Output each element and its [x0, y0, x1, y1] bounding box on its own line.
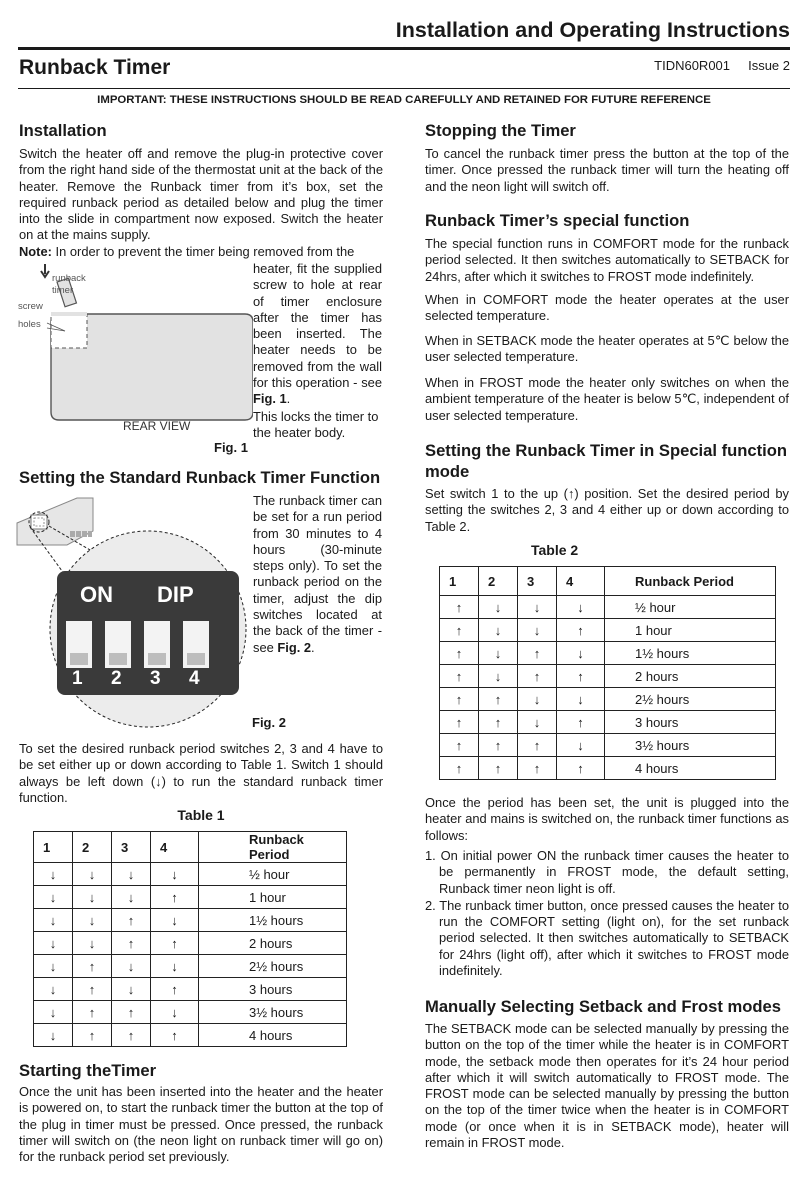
- table2-header-cell: 3: [518, 567, 557, 596]
- starting-paragraph: Once the unit has been inserted into the heater and the heater is powered on, to start the runback timer the button at the top of the plug in timer must be pressed. Once pressed, the runback timer will switch on (the neon light on runback timer will go on) for the runback period set previously.: [19, 1084, 383, 1165]
- table1-row: [34, 978, 347, 1001]
- table2-switch-cell: ↓: [518, 619, 557, 642]
- table1-row: [34, 863, 347, 886]
- table1-switch-cell: ↓: [73, 909, 112, 932]
- table2-header-row: [440, 567, 776, 596]
- table1-switch-cell: ↑: [73, 955, 112, 978]
- table1-switch-cell: ↑: [151, 932, 199, 955]
- fig2-switch-number-3: 3: [150, 668, 161, 689]
- table2-switch-cell: ↑: [518, 642, 557, 665]
- fig2-switch-number-1: 1: [72, 668, 83, 689]
- issue-text: Issue 2: [748, 58, 790, 73]
- table2-switch-cell: ↑: [479, 688, 518, 711]
- stopping-paragraph: To cancel the runback timer press the button at the top of the timer. Once pressed the runback timer will turn the heating off and the neon light will switch off.: [425, 146, 789, 194]
- fig1-timer-label-l2: timer: [52, 285, 74, 296]
- list-item: 1. On initial power ON the runback timer causes the heater to be permanently in FROST mode, the default setting, Runback timer neon light is off.: [425, 848, 789, 896]
- table2-row: [440, 619, 776, 642]
- fig2-switch-number-4: 4: [189, 668, 200, 689]
- after-list: [425, 848, 789, 980]
- table2-switch-cell: ↓: [518, 711, 557, 734]
- important-notice: IMPORTANT: THESE INSTRUCTIONS SHOULD BE READ CAREFULLY AND RETAINED FOR FUTURE REFERENCE: [97, 94, 711, 106]
- table2-period-cell: 2 hours: [605, 665, 776, 688]
- special-paragraph-2: When in COMFORT mode the heater operates at the user selected temperature.: [425, 292, 789, 324]
- fig1-caption: Fig. 1: [214, 440, 248, 455]
- table1-row: [34, 955, 347, 978]
- table1-switch-cell: ↑: [73, 1024, 112, 1047]
- table2-period-cell: 2½ hours: [605, 688, 776, 711]
- table1-switch-cell: ↓: [112, 863, 151, 886]
- fig2-caption: Fig. 2: [252, 715, 286, 730]
- table2-switch-cell: ↑: [440, 642, 479, 665]
- table2-period-cell: 3 hours: [605, 711, 776, 734]
- table2-header-cell: Runback Period: [605, 567, 776, 596]
- doc-code-text: TIDN60R001: [654, 58, 731, 73]
- table2-switch-cell: ↑: [440, 711, 479, 734]
- table1-period-cell: 1 hour: [199, 886, 347, 909]
- fig1-timer-label-l1: runback: [52, 273, 86, 284]
- manual-paragraph: The SETBACK mode can be selected manually by pressing the button on the top of the timer while the heater is in COMFORT mode, the setback mode then operates for it’s 24 hour period after which it will switch automatically to FROST mode. The FROST mode can be selected manually by pressing the button on the top of the timer twice when the heater is in COMFORT mode (or once when it is in SETBACK mode), heater will remain in FROST mode.: [425, 1021, 789, 1151]
- fig1-view-label: REAR VIEW: [123, 419, 191, 433]
- table1-switch-cell: ↑: [73, 978, 112, 1001]
- table2-period-cell: 1½ hours: [605, 642, 776, 665]
- table2-switch-cell: ↑: [557, 619, 605, 642]
- table2-switch-cell: ↑: [479, 757, 518, 780]
- note-label: Note:: [19, 244, 52, 259]
- table1-switch-cell: ↓: [73, 932, 112, 955]
- table1-header-cell: 3: [112, 832, 151, 863]
- fig2-switch-number-2: 2: [111, 668, 122, 689]
- table1-switch-cell: ↑: [112, 909, 151, 932]
- table2-switch-cell: ↓: [479, 665, 518, 688]
- table2-switch-cell: ↓: [479, 642, 518, 665]
- product-name: Runback Timer: [19, 56, 171, 79]
- table2-switch-cell: ↓: [479, 596, 518, 619]
- table1-switch-cell: ↓: [34, 955, 73, 978]
- note-first-line: [19, 244, 383, 260]
- table1: [33, 831, 347, 1047]
- table1-switch-cell: ↓: [151, 1001, 199, 1024]
- standard-fig-ref: Fig. 2: [277, 639, 312, 655]
- table2-header-cell: 4: [557, 567, 605, 596]
- table2-period-cell: 3½ hours: [605, 734, 776, 757]
- table2-switch-cell: ↑: [440, 665, 479, 688]
- table2-switch-cell: ↑: [440, 688, 479, 711]
- standard-fig-ref-end: .: [311, 639, 315, 655]
- table1-switch-cell: ↓: [112, 978, 151, 1001]
- table1-switch-cell: ↓: [112, 955, 151, 978]
- table1-header-cell: 1: [34, 832, 73, 863]
- table1-switch-cell: ↓: [34, 909, 73, 932]
- table1-switch-cell: ↑: [151, 886, 199, 909]
- table1-period-cell: 1½ hours: [199, 909, 347, 932]
- table2-switch-cell: ↑: [440, 596, 479, 619]
- table1-row: [34, 932, 347, 955]
- table2-header-cell: 2: [479, 567, 518, 596]
- table1-switch-cell: ↑: [112, 1024, 151, 1047]
- table1-switch-cell: ↓: [34, 978, 73, 1001]
- table2-switch-cell: ↑: [479, 711, 518, 734]
- table1-row: [34, 886, 347, 909]
- standard-side-text: The runback timer can be set for a run period from 30 minutes to 4 hours (30-minute steps only). To set the runback period on the timer, adjust the dip switches located at the back of the timer - see: [253, 493, 382, 655]
- manual-heading: Manually Selecting Setback and Frost modes: [425, 997, 781, 1016]
- table1-period-cell: 2½ hours: [199, 955, 347, 978]
- table1-period-cell: 2 hours: [199, 932, 347, 955]
- table2-switch-cell: ↓: [557, 596, 605, 619]
- table1-switch-cell: ↑: [73, 1001, 112, 1024]
- table1-period-cell: 3½ hours: [199, 1001, 347, 1024]
- installation-heading: Installation: [19, 121, 107, 140]
- table2-switch-cell: ↑: [440, 734, 479, 757]
- table2-switch-cell: ↓: [557, 688, 605, 711]
- installation-paragraph: Switch the heater off and remove the plug-in protective cover from the right hand side of the thermostat unit at the back of the heater. Remove the Runback timer from it’s box, set the required runback period as detailed below and plug the timer into the slide in compartment now exposed. Switch the heater on at the mains supply.: [19, 146, 383, 243]
- table1-switch-cell: ↓: [34, 1001, 73, 1024]
- table1-switch-cell: ↓: [112, 886, 151, 909]
- header-rule: [18, 47, 790, 50]
- fig2-dip-label: DIP: [157, 582, 194, 607]
- standard-below-paragraph: To set the desired runback period switches 2, 3 and 4 have to be set either up or down according to Table 1. Switch 1 should always be left down (↓) to run the standard runback timer function.: [19, 741, 383, 805]
- note-continued: [253, 261, 382, 408]
- table1-switch-cell: ↓: [34, 886, 73, 909]
- table1-switch-cell: ↓: [34, 863, 73, 886]
- special-heading: Runback Timer’s special function: [425, 211, 690, 230]
- starting-heading: Starting theTimer: [19, 1061, 157, 1080]
- table2-switch-cell: ↓: [557, 642, 605, 665]
- setting-special-paragraph: Set switch 1 to the up (↑) position. Set the desired period by setting the switches 2, 3 and 4 either up or down according to Table 2.: [425, 486, 789, 534]
- special-paragraph-4: When in FROST mode the heater only switches on when the ambient temperature of the heater is below 5℃, independent of user selected temperature.: [425, 375, 789, 423]
- table1-switch-cell: ↓: [151, 955, 199, 978]
- standard-side-paragraph: [253, 493, 382, 656]
- note-fig-ref: Fig. 1: [253, 391, 287, 407]
- fig1-screw-label: screw: [18, 301, 43, 312]
- table1-row: [34, 909, 347, 932]
- table1-period-cell: 3 hours: [199, 978, 347, 1001]
- special-paragraph-3: When in SETBACK mode the heater operates at 5℃ below the user selected temperature.: [425, 333, 789, 365]
- table2: [439, 566, 776, 780]
- stopping-heading: Stopping the Timer: [425, 121, 576, 140]
- table1-switch-cell: ↓: [151, 863, 199, 886]
- note-first-text: In order to prevent the timer being removed from the: [51, 244, 355, 259]
- table2-switch-cell: ↑: [518, 665, 557, 688]
- setting-special-heading: Setting the Runback Timer in Special function mode: [425, 441, 788, 481]
- fig1-timer-label: [52, 273, 86, 297]
- important-rule: [18, 88, 790, 89]
- fig2-on-label: ON: [80, 582, 113, 607]
- table1-caption: Table 1: [177, 807, 225, 823]
- table2-row: [440, 688, 776, 711]
- table2-period-cell: 1 hour: [605, 619, 776, 642]
- table1-switch-cell: ↓: [34, 1024, 73, 1047]
- table2-row: [440, 711, 776, 734]
- document-code: [654, 58, 790, 73]
- fig1-holes-label: holes: [18, 319, 41, 330]
- table1-switch-cell: ↓: [73, 886, 112, 909]
- table1-period-cell: ½ hour: [199, 863, 347, 886]
- document-title: Installation and Operating Instructions: [395, 18, 790, 42]
- table1-switch-cell: ↑: [151, 1024, 199, 1047]
- table2-switch-cell: ↑: [557, 665, 605, 688]
- table2-switch-cell: ↓: [518, 688, 557, 711]
- note-last: This locks the timer to the heater body.: [253, 409, 379, 441]
- table1-header-cell: 4: [151, 832, 199, 863]
- table1-switch-cell: ↑: [112, 932, 151, 955]
- table1-header-row: [34, 832, 347, 863]
- list-item: 2. The runback timer button, once pressed causes the heater to run the COMFORT setting (light on), for the set runback period selected. It then switches automatically to SETBACK for 24hrs (light off), after which it switches to FROST mode indefinitely.: [425, 897, 789, 979]
- table2-switch-cell: ↓: [479, 619, 518, 642]
- table1-row: [34, 1001, 347, 1024]
- table2-row: [440, 734, 776, 757]
- after-paragraph: Once the period has been set, the unit is plugged into the heater and mains is switched on, the runback timer functions as follows:: [425, 795, 789, 843]
- table2-switch-cell: ↓: [518, 596, 557, 619]
- table1-header-cell: 2: [73, 832, 112, 863]
- standard-heading: Setting the Standard Runback Timer Function: [19, 468, 381, 487]
- note-end: .: [286, 391, 291, 407]
- table2-period-cell: 4 hours: [605, 757, 776, 780]
- table2-switch-cell: ↓: [557, 734, 605, 757]
- table1-switch-cell: ↑: [112, 1001, 151, 1024]
- table2-caption: Table 2: [531, 542, 579, 558]
- table1-switch-cell: ↓: [73, 863, 112, 886]
- table2-period-cell: ½ hour: [605, 596, 776, 619]
- table2-switch-cell: ↑: [557, 757, 605, 780]
- table1-switch-cell: ↓: [34, 932, 73, 955]
- table2-switch-cell: ↑: [557, 711, 605, 734]
- special-paragraph-1: The special function runs in COMFORT mode for the runback period selected. It then switches automatically to SETBACK for 24hrs, after which it switches to FROST mode indefinitely.: [425, 236, 789, 284]
- table2-switch-cell: ↑: [440, 757, 479, 780]
- table1-header-cell: Runback Period: [199, 832, 347, 863]
- table2-switch-cell: ↑: [479, 734, 518, 757]
- table1-switch-cell: ↓: [151, 909, 199, 932]
- table2-row: [440, 596, 776, 619]
- note-rest-text: heater, fit the supplied screw to hole at rear of timer enclosure after the timer has been inserted. The heater needs to be removed from the wall for this operation - see: [253, 261, 382, 391]
- fig2-dip-switch-diagram: [15, 493, 255, 733]
- table1-switch-cell: ↑: [151, 978, 199, 1001]
- table2-row: [440, 665, 776, 688]
- table2-switch-cell: ↑: [518, 734, 557, 757]
- table2-row: [440, 757, 776, 780]
- table2-switch-cell: ↑: [518, 757, 557, 780]
- table1-row: [34, 1024, 347, 1047]
- table2-header-cell: 1: [440, 567, 479, 596]
- table2-row: [440, 642, 776, 665]
- table1-period-cell: 4 hours: [199, 1024, 347, 1047]
- table2-switch-cell: ↑: [440, 619, 479, 642]
